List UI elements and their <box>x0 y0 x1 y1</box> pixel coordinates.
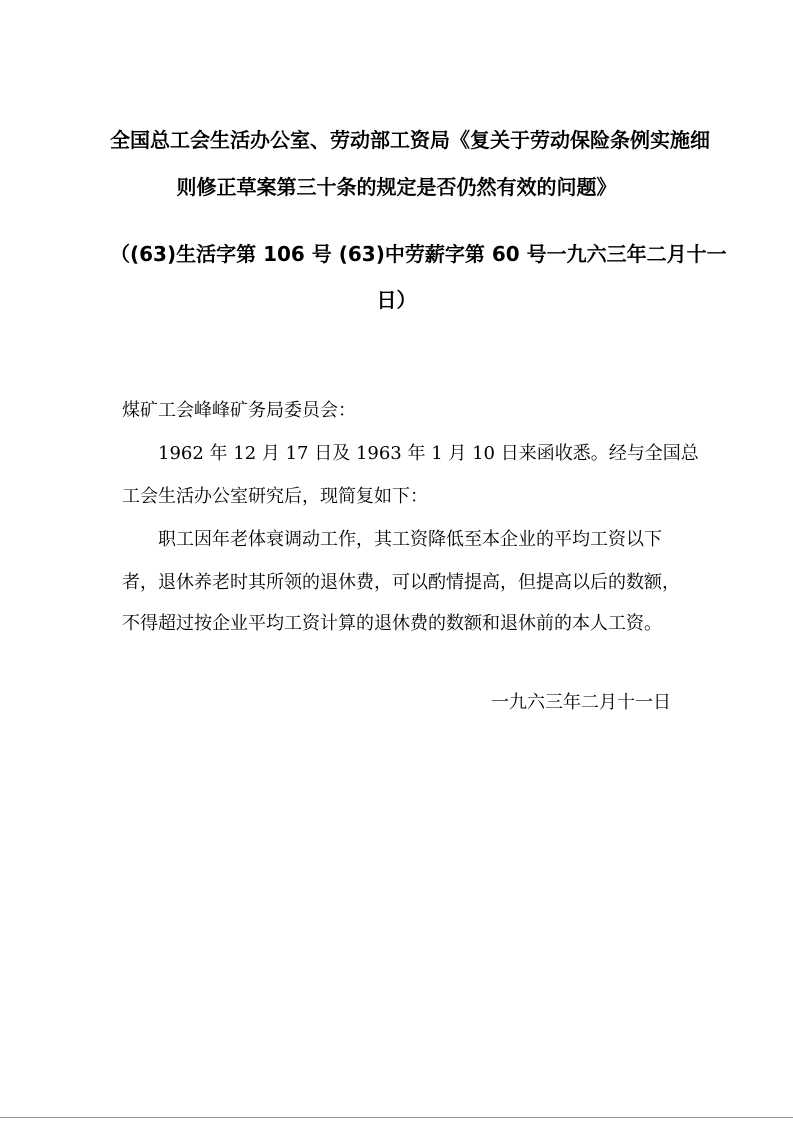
salutation: 煤矿工会峰峰矿务局委员会： <box>122 400 356 421</box>
document-reference-line-1: （(63)生活字第 106 号 (63)中劳薪字第 60 号一九六三年二月十一 <box>110 242 727 266</box>
paragraph-1-line-1: 1962 年 12 月 17 日及 1963 年 1 月 10 日来函收悉。经与全国总 <box>158 443 699 464</box>
paragraph-1-line-2: 工会生活办公室研究后，现简复如下： <box>122 486 428 507</box>
paragraph-2-line-3: 不得超过按企业平均工资计算的退休费的数额和退休前的本人工资。 <box>122 613 662 634</box>
document-title-line-1: 全国总工会生活办公室、劳动部工资局《复关于劳动保险条例实施细 <box>110 128 710 152</box>
document-date: 一九六三年二月十一日 <box>491 692 671 713</box>
document-reference-line-2: 日） <box>376 288 417 312</box>
paragraph-2-line-2: 者，退休养老时其所领的退休费，可以酌情提高，但提高以后的数额， <box>122 572 680 593</box>
page-bottom-divider <box>0 1117 793 1118</box>
paragraph-2-line-1: 职工因年老体衰调动工作，其工资降低至本企业的平均工资以下 <box>158 529 662 550</box>
document-title-line-2: 则修正草案第三十条的规定是否仍然有效的问题》 <box>176 175 617 199</box>
